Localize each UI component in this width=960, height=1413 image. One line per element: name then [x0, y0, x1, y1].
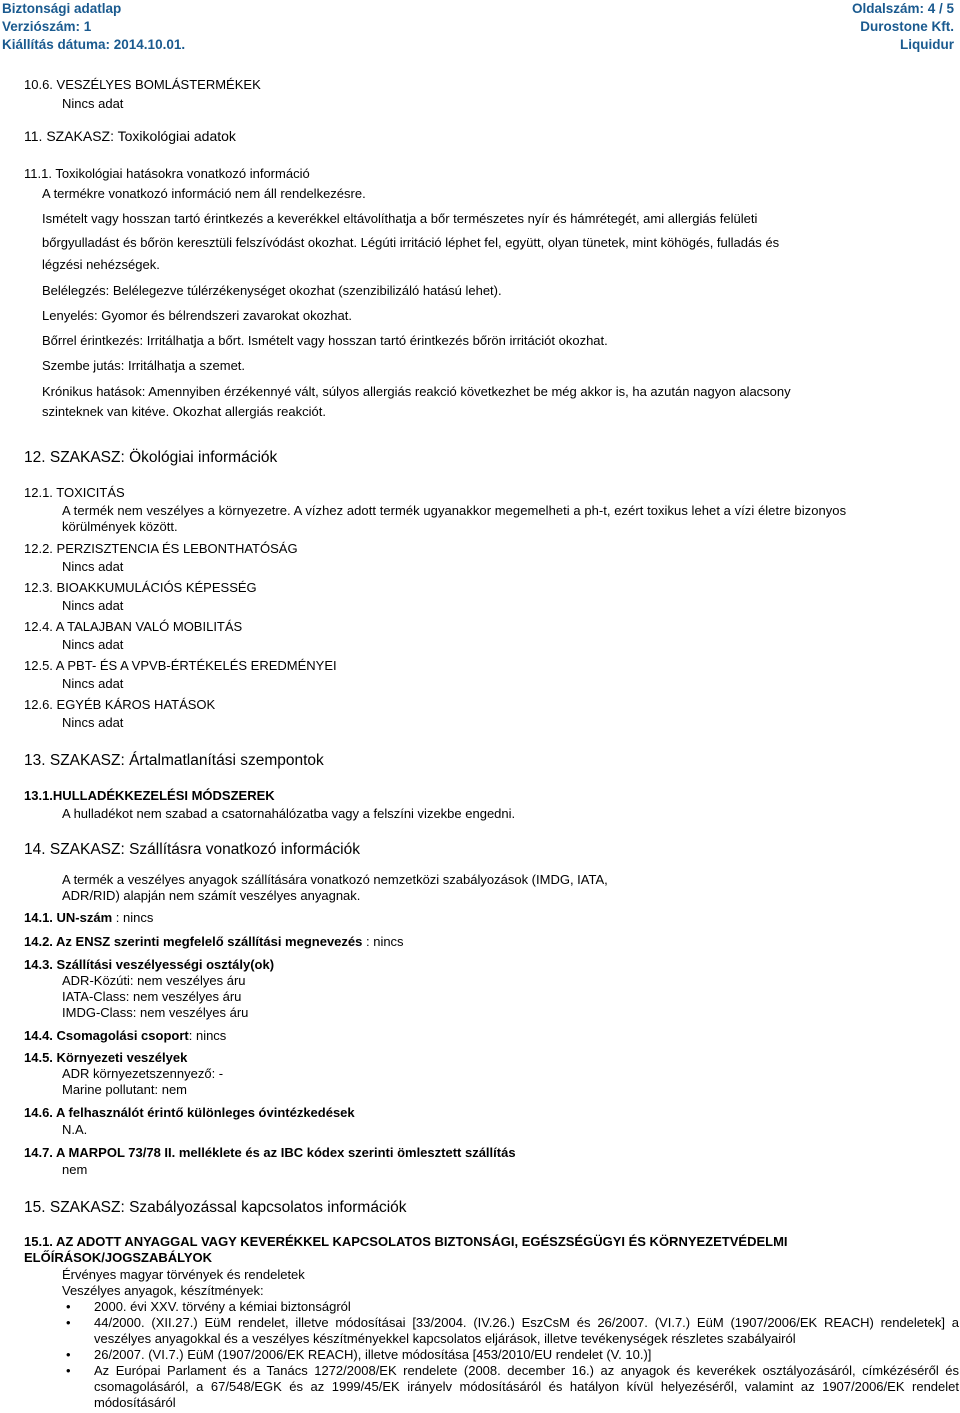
heading-14-4	[24, 1028, 226, 1044]
text-11-eye: Szembe jutás: Irritálhatja a szemet.	[42, 358, 246, 373]
heading-14-4-label: 14.4. Csomagolási csoport	[24, 1028, 189, 1043]
text-11-inhalation: Belélegzés: Belélegezve túlérzékenységet okozhat (szenzibilizáló hatású lehet).	[42, 283, 502, 298]
list-item-text: 2000. évi XXV. törvény a kémiai biztonságról	[94, 1299, 351, 1314]
text-13-1: A hulladékot nem szabad a csatornahálózatba vagy a felszíni vizekbe engedni.	[62, 806, 516, 821]
text-14-3-imdg: IMDG-Class: nem veszélyes áru	[62, 1005, 249, 1020]
bullet-icon: •	[66, 1347, 71, 1362]
list-item	[24, 1363, 959, 1411]
text-14-intro-l2: ADR/RID) alapján nem számít veszélyes anyagnak.	[62, 888, 361, 903]
text-15-hazardous: Veszélyes anyagok, készítmények:	[62, 1283, 264, 1298]
text-14-6: N.A.	[62, 1122, 88, 1137]
heading-14-2-value: : nincs	[362, 934, 404, 949]
section-13-title: 13. SZAKASZ: Ártalmatlanítási szempontok	[24, 752, 324, 769]
list-item-text: 26/2007. (VI.7.) EüM (1907/2006/EK REACH), illetve módosítása [453/2010/EU rendelet (V. 10.)]	[94, 1347, 652, 1362]
doc-type: Biztonsági adatlap	[2, 1, 122, 16]
text-14-5-marine: Marine pollutant: nem	[62, 1082, 188, 1097]
heading-15-1-l1: 15.1. AZ ADOTT ANYAGGAL VAGY KEVERÉKKEL KAPCSOLATOS BIZTONSÁGI, EGÉSZSÉGÜGYI ÉS KÖRNYEZETVÉDELMI	[24, 1234, 788, 1249]
list-item	[24, 1299, 959, 1315]
text-11-ingestion: Lenyelés: Gyomor és bélrendszeri zavarokat okozhat.	[42, 308, 352, 323]
text-12-1-l2: körülmények között.	[62, 519, 178, 534]
section-15-title: 15. SZAKASZ: Szabályozással kapcsolatos információk	[24, 1199, 407, 1216]
bullet-icon: •	[66, 1315, 71, 1330]
text-14-5-adr: ADR környezetszennyező: -	[62, 1066, 224, 1081]
text-12-2: Nincs adat	[62, 559, 124, 574]
heading-14-6: 14.6. A felhasználót érintő különleges óvintézkedések	[24, 1105, 355, 1120]
heading-14-3: 14.3. Szállítási veszélyességi osztály(ok)	[24, 957, 275, 972]
text-12-3: Nincs adat	[62, 598, 124, 613]
text-11-chronic-l2: szinteknek van kitéve. Okozhat allergiás reakciót.	[42, 404, 326, 419]
text-12-6: Nincs adat	[62, 715, 124, 730]
list-item	[24, 1347, 959, 1363]
list-item-text: 44/2000. (XII.27.) EüM rendelet, illetve módosításai [33/2004. (IV.26.) EszCsM és 26/2007. (VI.7.) EüM (1907/2006/EK REACH) rendeletek] a veszélyes anyagokkal és a veszélyes készítményekkel kapcsolatos eljárások, illetve tevékenységek részletes szabályairól	[94, 1315, 959, 1346]
text-11-skin: Bőrrel érintkezés: Irritálhatja a bőrt. Ismételt vagy hosszan tartó érintkezés bőrön irritációt okozhat.	[42, 333, 608, 348]
heading-14-1	[24, 910, 153, 926]
page-number: Oldalszám: 4 / 5	[851, 1, 954, 16]
list-item	[24, 1315, 959, 1347]
heading-10-6: 10.6. VESZÉLYES BOMLÁSTERMÉKEK	[24, 77, 261, 92]
product-name: Liquidur	[900, 37, 954, 52]
text-11-p1-l3: légzési nehézségek.	[42, 257, 160, 272]
text-11-intro: A termékre vonatkozó információ nem áll rendelkezésre.	[42, 186, 366, 201]
text-11-p1-l1: Ismételt vagy hosszan tartó érintkezés a keverékkel eltávolíthatja a bőr természetes nyír és hámrétegét, ami allergiás felületi	[42, 211, 758, 226]
heading-14-2-label: 14.2. Az ENSZ szerinti megfelelő szállítási megnevezés	[24, 934, 363, 949]
text-12-1-l1: A termék nem veszélyes a környezetre. A vízhez adott termék ugyanakkor megemelheti a ph-t, ezért toxikus lehet a vízi életre bizonyos	[62, 503, 847, 518]
text-11-p1-l2: bőrgyulladást és bőrön keresztüli felszívódást okozhat. Légúti irritáció léphet fel, együtt, olyan tünetek, mint köhögés, fulladás és	[42, 235, 780, 250]
heading-12-2: 12.2. PERZISZTENCIA ÉS LEBONTHATÓSÁG	[24, 541, 298, 556]
heading-12-4: 12.4. A TALAJBAN VALÓ MOBILITÁS	[24, 619, 243, 634]
text-12-5: Nincs adat	[62, 676, 124, 691]
text-15-laws: Érvényes magyar törvények és rendeletek	[62, 1267, 305, 1282]
section-14-title: 14. SZAKASZ: Szállításra vonatkozó információk	[24, 841, 360, 858]
heading-12-3: 12.3. BIOAKKUMULÁCIÓS KÉPESSÉG	[24, 580, 257, 595]
heading-12-5: 12.5. A PBT- ÉS A VPVB-ÉRTÉKELÉS EREDMÉNYEI	[24, 658, 337, 673]
heading-14-1-value: : nincs	[112, 910, 154, 925]
text-12-4: Nincs adat	[62, 637, 124, 652]
heading-14-5: 14.5. Környezeti veszélyek	[24, 1050, 188, 1065]
bullet-icon: •	[66, 1299, 71, 1314]
issue-date: Kiállítás dátuma: 2014.10.01.	[2, 37, 186, 52]
heading-15-1-l2: ELŐÍRÁSOK/JOGSZABÁLYOK	[24, 1250, 213, 1265]
company-name: Durostone Kft.	[860, 19, 954, 34]
heading-14-2	[24, 934, 404, 950]
bullet-icon: •	[66, 1363, 71, 1378]
heading-11-1: 11.1. Toxikológiai hatásokra vonatkozó információ	[24, 166, 310, 181]
text-10-6: Nincs adat	[62, 96, 124, 111]
version: Verziószám: 1	[2, 19, 92, 34]
heading-12-6: 12.6. EGYÉB KÁROS HATÁSOK	[24, 697, 216, 712]
heading-14-4-value: : nincs	[188, 1028, 227, 1043]
text-14-intro-l1: A termék a veszélyes anyagok szállítására vonatkozó nemzetközi szabályozások (IMDG, IATA,	[62, 872, 608, 887]
text-14-3-iata: IATA-Class: nem veszélyes áru	[62, 989, 242, 1004]
text-14-7: nem	[62, 1162, 88, 1177]
heading-14-1-label: 14.1. UN-szám	[24, 910, 113, 925]
section-11-title: 11. SZAKASZ: Toxikológiai adatok	[24, 128, 236, 144]
regulation-list	[24, 1299, 959, 1411]
section-12-title: 12. SZAKASZ: Ökológiai információk	[24, 449, 278, 466]
heading-12-1: 12.1. TOXICITÁS	[24, 485, 125, 500]
heading-13-1: 13.1.HULLADÉKKEZELÉSI MÓDSZEREK	[24, 788, 275, 803]
list-item-text: Az Európai Parlament és a Tanács 1272/2008/EK rendelete (2008. december 16.) az anyagok és keverékek osztályozásáról, címkézéséről és csomagolásáról, a 67/548/EGK és az 1999/45/EK irányelv módosításáról és hatályon kívül helyezéséről, valamint az 1907/2006/EK rendelet módosításáról	[94, 1363, 959, 1410]
text-11-chronic-l1: Krónikus hatások: Amennyiben érzékennyé vált, súlyos allergiás reakció következhet be még akkor is, ha azután nagyon alacsony	[42, 384, 791, 399]
heading-14-7: 14.7. A MARPOL 73/78 II. melléklete és az IBC kódex szerinti ömlesztett szállítás	[24, 1145, 516, 1160]
text-14-3-adr: ADR-Közúti: nem veszélyes áru	[62, 973, 246, 988]
